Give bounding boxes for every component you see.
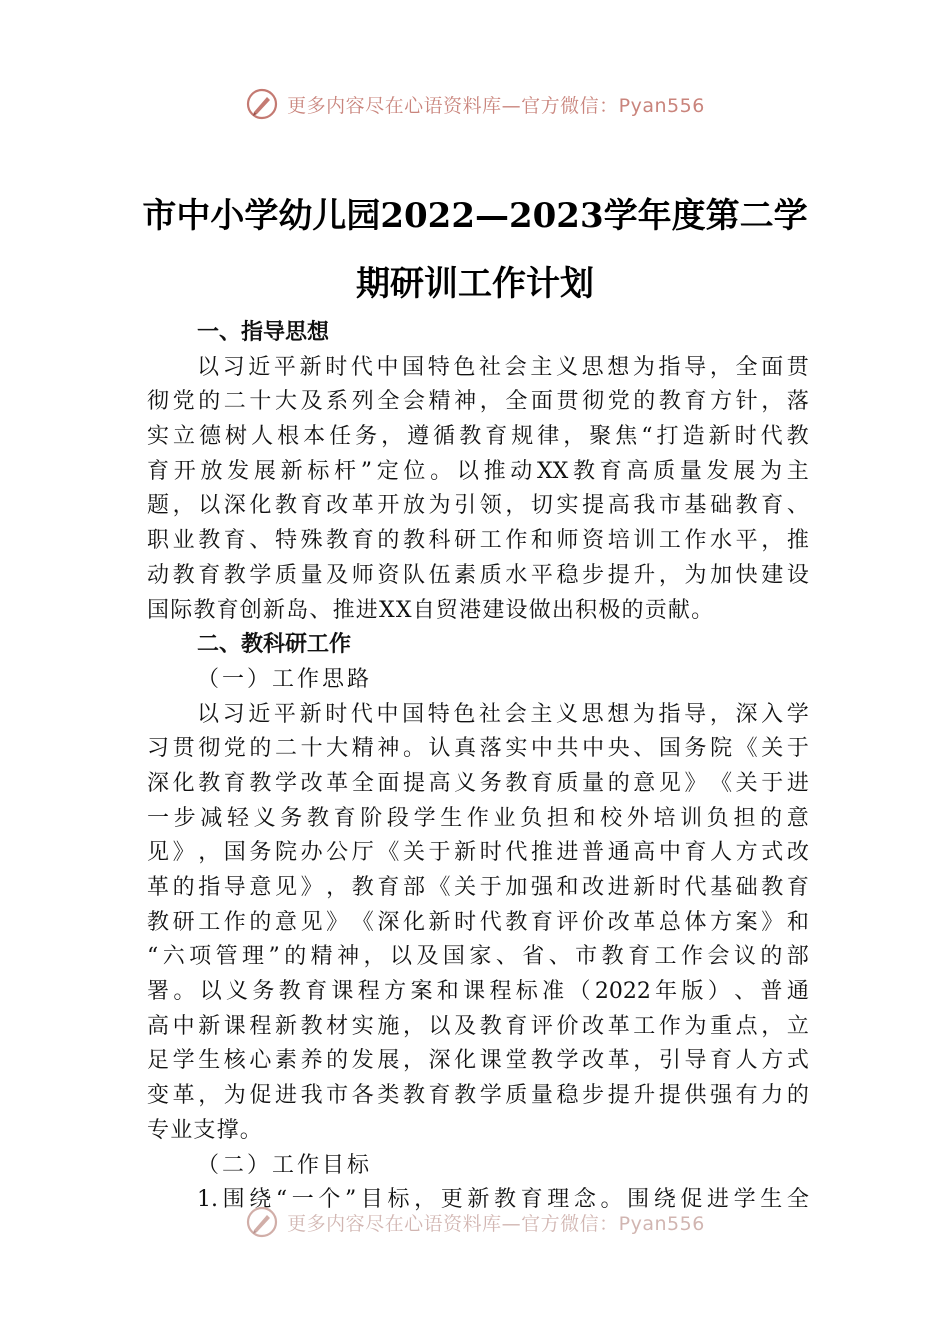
watermark-footer [0,1202,950,1242]
paragraph-line: 习 贯 彻 党 的 二 十 大 精 神 。 认 真 落 实 中 共 中 央 、 国 务 院 《 关 于 [147,736,809,762]
paragraph-line: 深 化 教 育 教 学 改 革 全 面 提 高 义 务 教 育 质 量 的 意 见 》 《 关 于 进 [147,770,809,796]
paragraph-line: 署 。 以 义 务 教 育 课 程 方 案 和 课 程 标 准 （ 2022 年 版 ） 、 普 通 [147,979,809,1005]
subsection-heading: （二）工作目标 [197,1152,373,1178]
pen-logo-icon [245,1205,279,1239]
paragraph-line: 变 革 ， 为 促 进 我 市 各 类 教 育 教 学 质 量 稳 步 提 升 提 供 强 有 力 的 [147,1083,809,1109]
paragraph-line: 动 教 育 教 学 质 量 及 师 资 队 伍 素 质 水 平 稳 步 提 升 ， 为 加 快 建 设 [147,562,809,588]
pen-logo-icon [245,87,279,121]
paragraph-line: 见 》 ， 国 务 院 办 公 厅 《 关 于 新 时 代 推 进 普 通 高 中 育 人 方 式 改 [147,840,809,866]
section-heading: 二、教科研工作 [197,632,352,658]
paragraph-line: 一 步 减 轻 义 务 教 育 阶 段 学 生 作 业 负 担 和 校 外 培 训 负 担 的 意 [147,805,809,831]
paragraph-line: 以 习 近 平 新 时 代 中 国 特 色 社 会 主 义 思 想 为 指 导 ， 全 面 贯 [197,354,809,380]
document-body [147,316,809,1218]
watermark-text: 更多内容尽在心语资料库—官方微信：Pyan556 [287,1212,705,1235]
watermark-text: 更多内容尽在心语资料库—官方微信：Pyan556 [287,94,705,117]
paragraph-line: 高 中 新 课 程 新 教 材 实 施 ， 以 及 教 育 评 价 改 革 工 作 为 重 点 ， 立 [147,1013,809,1039]
paragraph-line: 国际教育创新岛、推进XX自贸港建设做出积极的贡献。 [147,597,715,623]
section-heading: 一、指导思想 [197,320,330,345]
paragraph-line: 职 业 教 育 、 特 殊 教 育 的 教 科 研 工 作 和 师 资 培 训 工 作 水 平 ， 推 [147,528,809,554]
paragraph-line: 专业支撑。 [147,1117,264,1143]
document-title-line-2: 期研训工作计划 [356,264,594,304]
paragraph-line: 彻 党 的 二 十 大 及 系 列 全 会 精 神 ， 全 面 贯 彻 党 的 教 育 方 针 ， 落 [147,389,809,415]
subsection-heading: （一）工作思路 [197,666,373,692]
paragraph-line: 题 ， 以 深 化 教 育 改 革 开 放 为 引 领 ， 切 实 提 高 我 市 基 础 教 育 、 [147,493,809,519]
watermark-header [0,84,950,124]
paragraph-line: 实 立 德 树 人 根 本 任 务 ， 遵 循 教 育 规 律 ， 聚 焦 “ 打 造 新 时 代 教 [147,424,809,450]
paragraph-line: 革 的 指 导 意 见 》 ， 教 育 部 《 关 于 加 强 和 改 进 新 时 代 基 础 教 育 [147,875,809,900]
paragraph-line: “ 六 项 管 理 ” 的 精 神 ， 以 及 国 家 、 省 、 市 教 育 工 作 会 议 的 部 [147,944,809,970]
paragraph-line: 育 开 放 发 展 新 标 杆 ” 定 位 。 以 推 动 XX 教 育 高 质 量 发 展 为 主 [147,458,809,484]
paragraph-line: 以 习 近 平 新 时 代 中 国 特 色 社 会 主 义 思 想 为 指 导 ， 深 入 学 [197,701,809,727]
paragraph-line: 教 研 工 作 的 意 见 》 《 深 化 新 时 代 教 育 评 价 改 革 总 体 方 案 》 和 [147,909,809,935]
document-title-line-1: 市中小学幼儿园2022—2023学年度第二学 [142,196,808,236]
paragraph-line: 1. 围 绕 “ 一 个 ” 目 标 ， 更 新 教 育 理 念 。 围 绕 促 进 学 生 全 [197,1187,809,1213]
paragraph-line: 足 学 生 核 心 素 养 的 发 展 ， 深 化 课 堂 教 学 改 革 ， 引 导 育 人 方 式 [147,1048,809,1074]
